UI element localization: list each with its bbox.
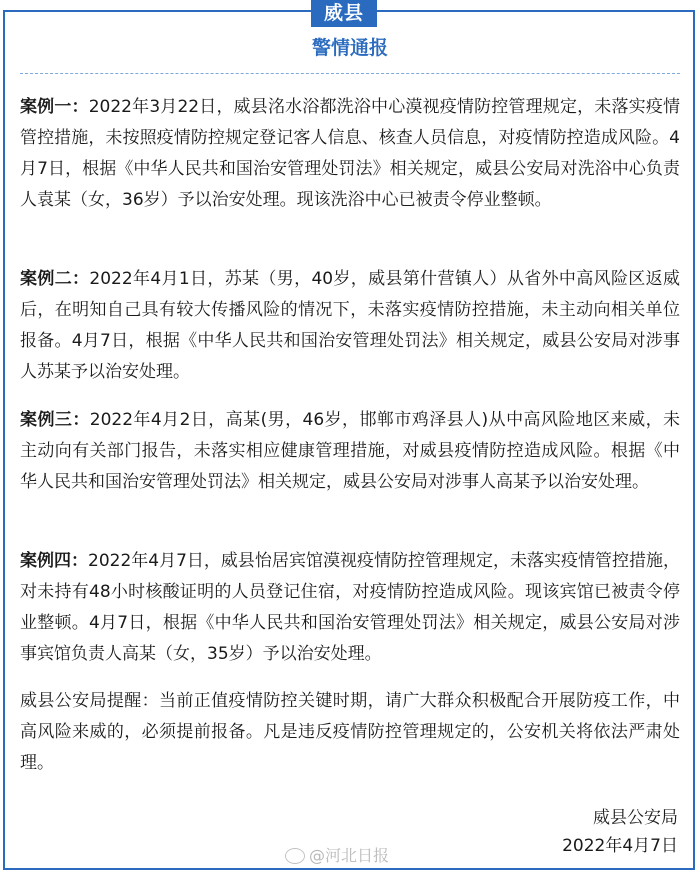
case-1 (20, 92, 680, 216)
case-2 (20, 264, 680, 388)
case-3 (20, 405, 680, 498)
weibo-icon (285, 848, 305, 864)
case-4 (20, 546, 680, 670)
police-reminder: 威县公安局提醒：当前正值疫情防控关键时期，请广大群众积极配合开展防疫工作，中高风险来威的，必须提前报备。凡是违反疫情防控管理规定的，公安机关将依法严肃处理。 (20, 691, 680, 773)
case-2-text: 2022年4月1日，苏某（男，40岁，威县第什营镇人）从省外中高风险区返威后，在明知自己具有较大传播风险的情况下，未落实疫情防控措施，未主动向相关单位报备。4月7日，根据《中华人民共和国治安管理处罚法》相关规定，威县公安局对涉事人苏某予以治安处理。 (20, 269, 680, 382)
case-3-label: 案例三： (20, 410, 90, 430)
case-4-text: 2022年4月7日，威县怡居宾馆漠视疫情防控管理规定，未落实疫情管控措施，对未持有48小时核酸证明的人员登记住宿，对疫情防控造成风险。现该宾馆已被责令停业整顿。4月7日，根据《中华人民共和国治安管理处罚法》相关规定，威县公安局对涉事宾馆负责人高某（女，35岁）予以治安处理。 (20, 551, 680, 664)
county-tag: 威县 (311, 0, 377, 27)
watermark (285, 845, 389, 867)
case-2-label: 案例二： (20, 269, 90, 289)
title-divider (20, 73, 680, 74)
signature-date: 2022年4月7日 (562, 836, 678, 856)
signature-org: 威县公安局 (593, 808, 678, 828)
case-1-text: 2022年3月22日，威县洺水浴都洗浴中心漠视疫情防控管理规定，未落实疫情管控措施，未按照疫情防控规定登记客人信息、核查人员信息，对疫情防控造成风险。4月7日，根据《中华人民共和国治安管理处罚法》相关规定，威县公安局对洗浴中心负责人袁某（女，36岁）予以治安处理。现该洗浴中心已被责令停业整顿。 (20, 97, 680, 210)
case-3-text: 2022年4月2日，高某(男，46岁，邯郸市鸡泽县人)从中高风险地区来威，未主动向有关部门报告，未落实相应健康管理措施，对威县疫情防控造成风险。根据《中华人民共和国治安管理处罚法》相关规定，威县公安局对涉事人高某予以治安处理。 (20, 410, 681, 492)
watermark-text: @河北日报 (309, 846, 390, 865)
case-4-label: 案例四： (20, 551, 89, 571)
case-1-label: 案例一： (20, 97, 89, 117)
page-title: 警情通报 (311, 37, 388, 59)
